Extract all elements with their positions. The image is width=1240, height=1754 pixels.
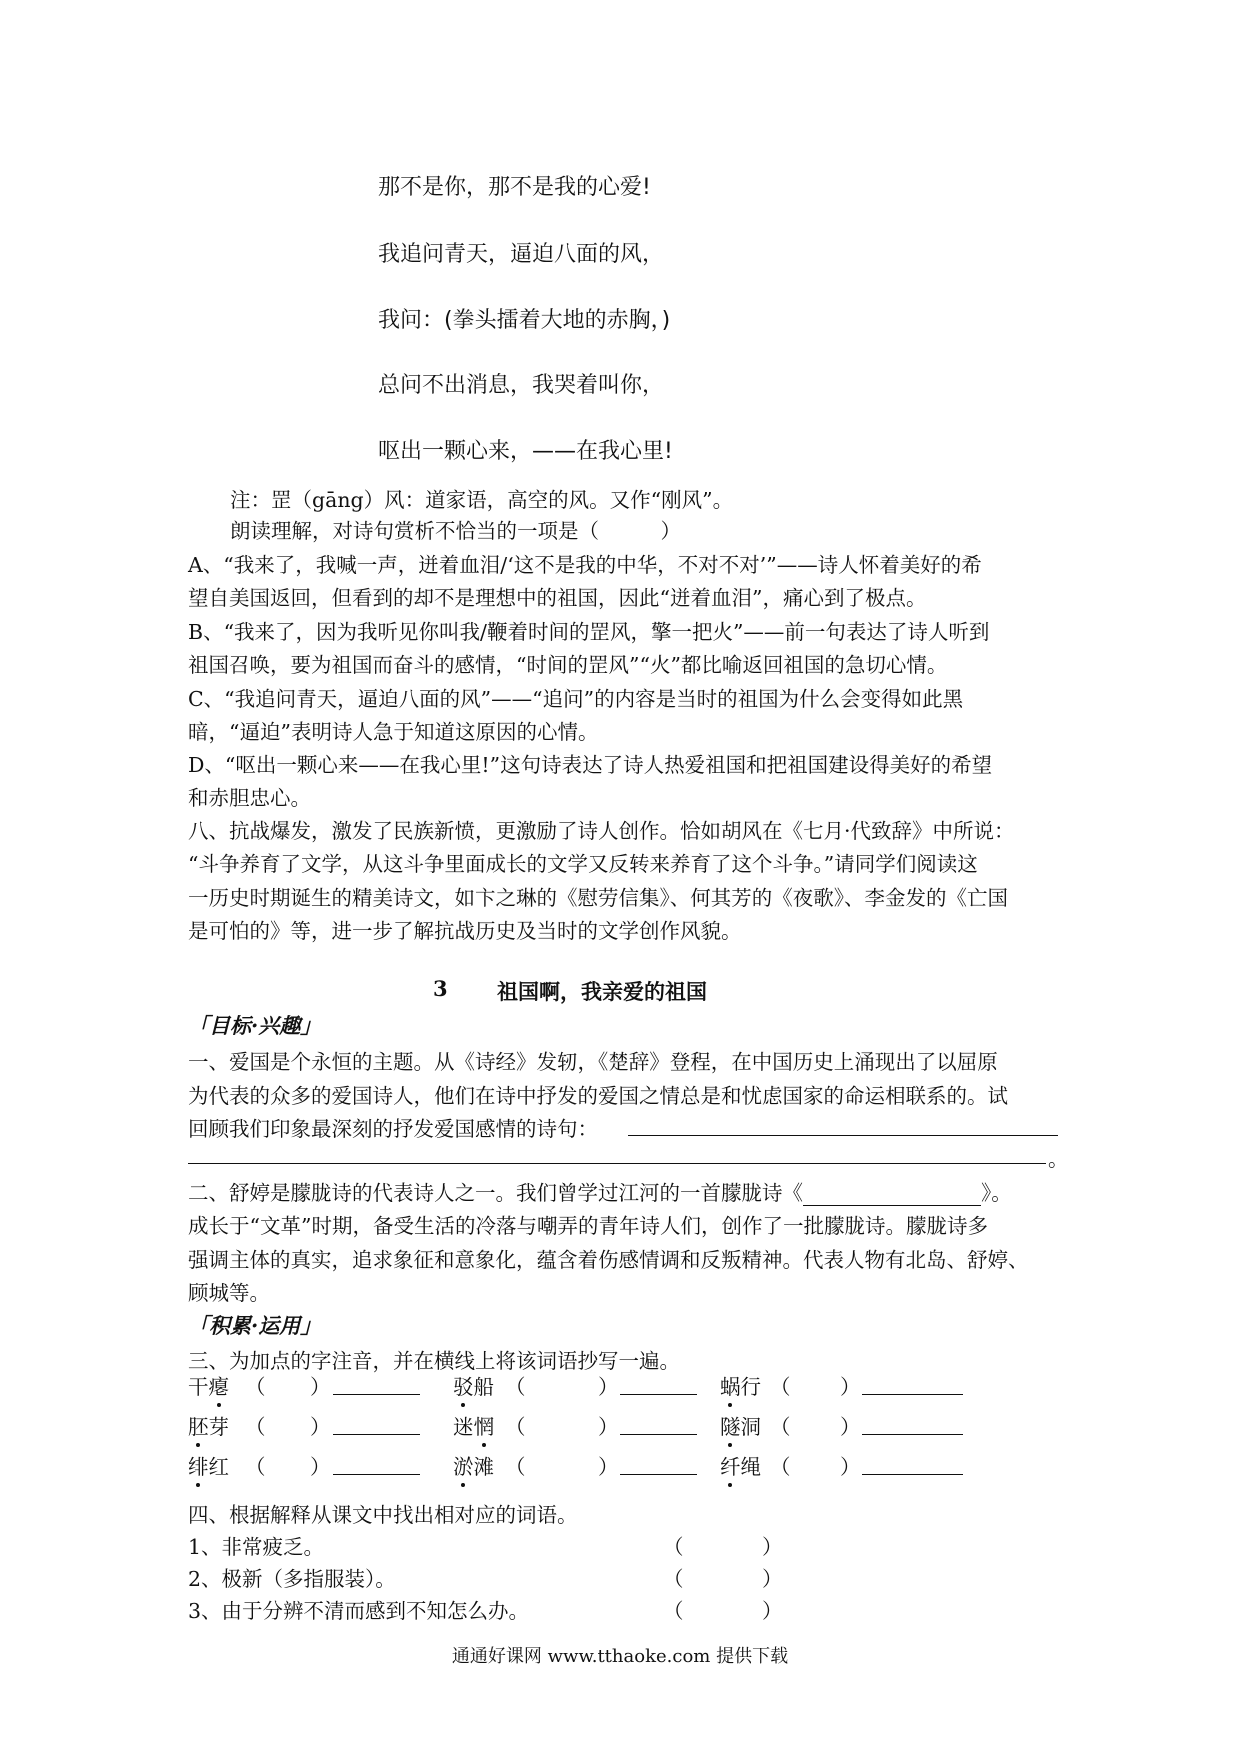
definition-1: 1、非常疲乏。	[188, 1535, 325, 1559]
vocab-dotted-char: 瘪	[208, 1375, 229, 1399]
option-d-line-2: 和赤胆忠心。	[188, 786, 311, 810]
pinyin-close-paren: ）	[598, 1375, 619, 1399]
poem-line-3: 我问：(拳头擂着大地的赤胸，)	[378, 308, 671, 333]
pinyin-close-paren: ）	[840, 1415, 861, 1439]
vocab-dotted-char: 蜗	[720, 1375, 741, 1399]
pinyin-close-paren: ）	[310, 1415, 331, 1439]
vocab-word-plain: 芽	[208, 1415, 229, 1439]
q2-start: 二、舒婷是朦胧诗的代表诗人之一。我们曾学过江河的一首朦胧诗《	[188, 1181, 803, 1205]
section8-line-1: 八、抗战爆发，激发了民族新愤，更激励了诗人创作。恰如胡风在《七月·代致辞》中所说：	[188, 819, 1015, 843]
pinyin-open-paren: （	[505, 1455, 526, 1479]
q2-answer-line[interactable]	[803, 1183, 981, 1206]
q2-line-4: 顾城等。	[188, 1281, 270, 1305]
pinyin-open-paren: （	[505, 1375, 526, 1399]
section8-line-3: 一历史时期诞生的精美诗文，如卞之琳的《慰劳信集》、何其芳的《夜歌》、李金发的《亡国	[188, 886, 1008, 910]
heading-goal-interest: 「目标·兴趣」	[188, 1013, 322, 1038]
poem-line-4: 总问不出消息，我哭着叫你，	[378, 373, 665, 398]
vocab-word-8	[453, 1450, 494, 1480]
q2-line-2: 成长于“文革”时期，备受生活的冷落与嘲弄的青年诗人们，创作了一批朦胧诗。朦胧诗多	[188, 1214, 988, 1238]
pinyin-open-paren: （	[505, 1415, 526, 1439]
definition-3: 3、由于分辨不清而感到不知怎么办。	[188, 1599, 530, 1623]
definition-3-close-paren: ）	[762, 1599, 783, 1623]
vocab-word-plain: 绳	[740, 1455, 761, 1479]
q2-line-1	[188, 1176, 1012, 1206]
vocab-word-9	[720, 1450, 761, 1480]
section8-line-2: “斗争养育了文学，从这斗争里面成长的文学又反转来养育了这个斗争。”请同学们阅读这	[188, 852, 978, 876]
pinyin-close-paren: ）	[310, 1455, 331, 1479]
vocab-dotted-char: 惘	[473, 1415, 494, 1439]
copy-answer-line[interactable]	[333, 1474, 420, 1475]
vocab-dotted-char: 淤	[453, 1455, 474, 1479]
copy-answer-line[interactable]	[620, 1394, 697, 1395]
vocab-word-plain: 干	[188, 1375, 209, 1399]
section8-line-4: 是可怕的》等，进一步了解抗战历史及当时的文学创作风貌。	[188, 919, 742, 943]
copy-answer-line[interactable]	[333, 1394, 420, 1395]
note: 注：罡（gāng）风：道家语，高空的风。又作“刚风”。	[230, 488, 734, 512]
pinyin-close-paren: ）	[598, 1415, 619, 1439]
definition-2-close-paren: ）	[762, 1567, 783, 1591]
q1-end-punct: 。	[1048, 1147, 1069, 1171]
q3-prompt: 三、为加点的字注音，并在横线上将该词语抄写一遍。	[188, 1349, 680, 1373]
heading-accumulate-apply: 「积累·运用」	[188, 1313, 322, 1338]
option-d-line-1: D、“呕出一颗心来——在我心里!”这句诗表达了诗人热爱祖国和把祖国建设得美好的希望	[188, 753, 993, 777]
copy-answer-line[interactable]	[862, 1434, 963, 1435]
vocab-dotted-char: 纤	[720, 1455, 741, 1479]
copy-answer-line[interactable]	[862, 1474, 963, 1475]
definition-1-open-paren: （	[663, 1535, 684, 1559]
poem-line-1: 那不是你，那不是我的心爱!	[378, 175, 651, 200]
option-b-line-1: B、“我来了，因为我听见你叫我/鞭着时间的罡风，擎一把火”——前一句表达了诗人听到	[188, 620, 990, 644]
option-a-line-1: A、“我来了，我喊一声，迸着血泪/‘这不是我的中华，不对不对’”——诗人怀着美好的希	[188, 553, 982, 577]
vocab-word-7	[188, 1450, 229, 1480]
pinyin-close-paren: ）	[310, 1375, 331, 1399]
pinyin-open-paren: （	[770, 1375, 791, 1399]
poem-line-5: 呕出一颗心来，——在我心里!	[378, 439, 673, 464]
vocab-word-plain: 滩	[473, 1455, 494, 1479]
vocab-word-plain: 船	[473, 1375, 494, 1399]
lesson-number: 3	[433, 976, 448, 1001]
pinyin-open-paren: （	[770, 1455, 791, 1479]
option-c-line-2: 暗，“逼迫”表明诗人急于知道这原因的心情。	[188, 720, 599, 744]
vocab-word-plain: 红	[208, 1455, 229, 1479]
definition-3-open-paren: （	[663, 1599, 684, 1623]
vocab-word-3	[720, 1370, 761, 1400]
q1-answer-line-1[interactable]	[628, 1135, 1058, 1136]
option-a-line-2: 望自美国返回，但看到的却不是理想中的祖国，因此“迸着血泪”，痛心到了极点。	[188, 586, 927, 610]
q1-line-2: 为代表的众多的爱国诗人，他们在诗中抒发的爱国之情总是和忧虑国家的命运相联系的。试	[188, 1084, 1008, 1108]
q1-line-3: 回顾我们印象最深刻的抒发爱国感情的诗句：	[188, 1117, 598, 1141]
vocab-dotted-char: 隧	[720, 1415, 741, 1439]
copy-answer-line[interactable]	[620, 1434, 697, 1435]
footer: 通通好课网 www.tthaoke.com 提供下载	[451, 1646, 789, 1667]
pinyin-close-paren: ）	[598, 1455, 619, 1479]
pinyin-close-paren: ）	[840, 1375, 861, 1399]
q1-answer-line-2[interactable]	[188, 1163, 1046, 1164]
option-c-line-1: C、“我追问青天，逼迫八面的风”——“追问”的内容是当时的祖国为什么会变得如此黑	[188, 687, 964, 711]
vocab-dotted-char: 绯	[188, 1455, 209, 1479]
copy-answer-line[interactable]	[862, 1394, 963, 1395]
vocab-word-4	[188, 1410, 229, 1440]
poem-line-2: 我追问青天，逼迫八面的风，	[378, 242, 665, 267]
copy-answer-line[interactable]	[333, 1434, 420, 1435]
pinyin-open-paren: （	[245, 1375, 266, 1399]
pinyin-open-paren: （	[245, 1415, 266, 1439]
vocab-word-6	[720, 1410, 761, 1440]
definition-2-open-paren: （	[663, 1567, 684, 1591]
lesson-title: 祖国啊，我亲爱的祖国	[497, 979, 707, 1004]
vocab-word-plain: 迷	[453, 1415, 474, 1439]
vocab-dotted-char: 胚	[188, 1415, 209, 1439]
vocab-word-1	[188, 1370, 229, 1400]
vocab-dotted-char: 驳	[453, 1375, 474, 1399]
q2-close: 》。	[981, 1181, 1012, 1205]
copy-answer-line[interactable]	[620, 1474, 697, 1475]
definition-1-close-paren: ）	[762, 1535, 783, 1559]
vocab-word-2	[453, 1370, 494, 1400]
definition-2: 2、极新（多指服装）。	[188, 1567, 396, 1591]
option-b-line-2: 祖国召唤，要为祖国而奋斗的感情，“时间的罡风”“火”都比喻返回祖国的急切心情。	[188, 653, 948, 677]
pinyin-open-paren: （	[770, 1415, 791, 1439]
q1-line-1: 一、爱国是个永恒的主题。从《诗经》发轫，《楚辞》登程，在中国历史上涌现出了以屈原	[188, 1050, 998, 1074]
vocab-word-plain: 洞	[740, 1415, 761, 1439]
pinyin-close-paren: ）	[840, 1455, 861, 1479]
vocab-word-plain: 行	[740, 1375, 761, 1399]
question-intro: 朗读理解，对诗句赏析不恰当的一项是（ ）	[230, 519, 681, 543]
vocab-word-5	[453, 1410, 494, 1440]
pinyin-open-paren: （	[245, 1455, 266, 1479]
q2-line-3: 强调主体的真实，追求象征和意象化，蕴含着伤感情调和反叛精神。代表人物有北岛、舒婷、	[188, 1248, 1029, 1272]
q4-prompt: 四、根据解释从课文中找出相对应的词语。	[188, 1503, 578, 1527]
